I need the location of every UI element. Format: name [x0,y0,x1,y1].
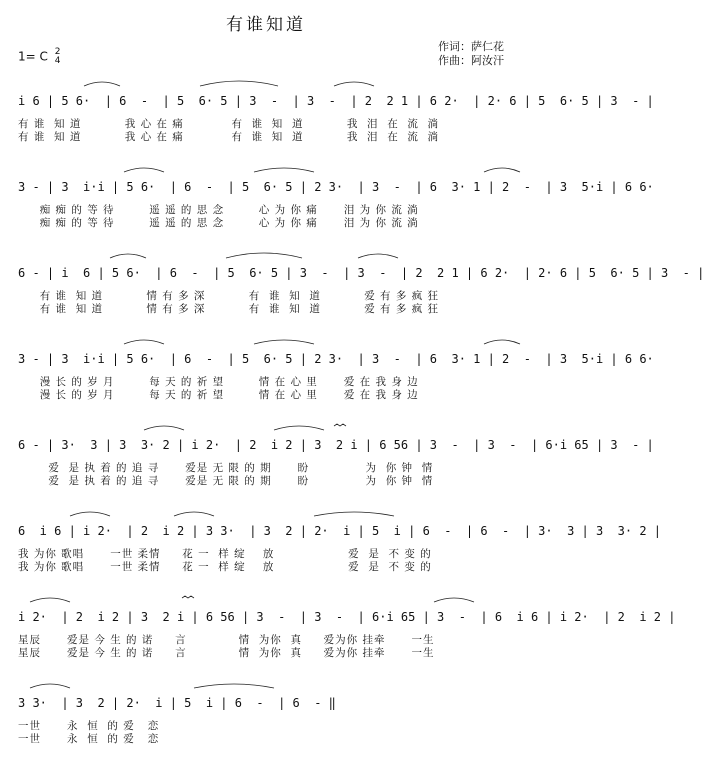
lyric-verse-2: 有 谁 知 道 我 心 在 痛 有 谁 知 道 我 泪 在 流 淌 [18,131,440,143]
lyric-verse-1: 痴 痴 的 等 待 遥 遥 的 思 念 心 为 你 痛 泪 为 你 流 淌 [18,204,419,216]
song-title: 有谁知道 [226,15,306,35]
score-system-2 [14,172,654,242]
slur-marks [14,422,520,432]
lyricist-credit: 作词：萨仁花 [438,40,504,53]
time-numerator: 2 [54,47,61,57]
lyric-verse-1: 爱 是 执 着 的 追 寻 爱是 无 限 的 期 盼 为 你 钟 情 [18,462,434,474]
slur-marks [14,508,520,518]
notation-text: 3 - | 3 i·i | 5 6· | 6 - | 5 6· 5 | 2 3· | 3 - | 6 3· 1 | 2 - | 3 5·i | 6 6· [18,180,654,194]
lyric-verse-1: 星辰 爱是 今 生 的 诺 言 情 为你 真 爱为你 挂牵 一生 [18,634,435,646]
lyric-verse-2: 漫 长 的 岁 月 每 天 的 祈 望 情 在 心 里 爱 在 我 身 边 [18,389,419,401]
score-system-5 [14,430,654,500]
score-system-8 [14,688,520,758]
score-system-4 [14,344,654,414]
notation-line [14,688,520,714]
time-denominator: 4 [54,56,61,66]
notation-line [14,86,654,112]
score-system-7 [14,602,676,672]
lyric-verse-2: 有 谁 知 道 情 有 多 深 有 谁 知 道 爱 有 多 疯 狂 [18,303,440,315]
lyric-verse-1: 漫 长 的 岁 月 每 天 的 祈 望 情 在 心 里 爱 在 我 身 边 [18,376,419,388]
score-system-3 [14,258,704,328]
slur-marks [14,680,520,690]
notation-text: 6 - | 3· 3 | 3 3· 2 | i 2· | 2 i 2 | 3 2 i | 6 56 | 3 - | 3 - | 6·i 65 | 3 - | [18,438,654,452]
credits [438,40,504,68]
slur-marks [14,250,520,260]
lyric-verse-2: 爱 是 执 着 的 追 寻 爱是 无 限 的 期 盼 为 你 钟 情 [18,475,434,487]
notation-text: i 2· | 2 i 2 | 3 2 i | 6 56 | 3 - | 3 - | 6·i 65 | 3 - | 6 i 6 | i 2· | 2 i 2 | [18,610,676,624]
lyric-verse-2: 我 为你 歌唱 一世 柔情 花 一 样 绽 放 爱 是 不 变 的 [18,561,432,573]
key-label: 1= C [18,49,48,64]
notation-line [14,516,661,542]
lyric-verse-1: 有 谁 知 道 情 有 多 深 有 谁 知 道 爱 有 多 疯 狂 [18,290,440,302]
score-system-6 [14,516,661,586]
composer-credit: 作曲：阿汝汗 [438,54,504,67]
notation-text: 3 3· | 3 2 | 2· i | 5 i | 6 - | 6 - ‖ [18,696,336,710]
notation-text: i 6 | 5 6· | 6 - | 5 6· 5 | 3 - | 3 - | 2 2 1 | 6 2· | 2· 6 | 5 6· 5 | 3 - | [18,94,654,108]
notation-line [14,430,654,456]
lyric-verse-2: 星辰 爱是 今 生 的 诺 言 情 为你 真 爱为你 挂牵 一生 [18,647,435,659]
lyric-verse-1: 有 谁 知 道 我 心 在 痛 有 谁 知 道 我 泪 在 流 淌 [18,118,440,130]
lyric-verse-1: 一世 永 恒 的 爱 恋 [18,720,160,732]
score-system-1 [14,86,654,156]
slur-marks [14,164,520,174]
notation-text: 6 - | i 6 | 5 6· | 6 - | 5 6· 5 | 3 - | 3 - | 2 2 1 | 6 2· | 2· 6 | 5 6· 5 | 3 - | [18,266,704,280]
notation-line [14,344,654,370]
slur-marks [14,336,520,346]
key-signature [18,48,60,66]
slur-marks [14,78,520,88]
slur-marks [14,594,520,604]
notation-text: 6 i 6 | i 2· | 2 i 2 | 3 3· | 3 2 | 2· i | 5 i | 6 - | 6 - | 3· 3 | 3 3· 2 | [18,524,661,538]
notation-text: 3 - | 3 i·i | 5 6· | 6 - | 5 6· 5 | 2 3· | 3 - | 6 3· 1 | 2 - | 3 5·i | 6 6· [18,352,654,366]
time-signature [55,48,61,66]
notation-line [14,602,676,628]
lyric-verse-1: 我 为你 歌唱 一世 柔情 花 一 样 绽 放 爱 是 不 变 的 [18,548,432,560]
lyric-verse-2: 一世 永 恒 的 爱 恋 [18,733,160,745]
notation-line [14,258,704,284]
notation-line [14,172,654,198]
lyric-verse-2: 痴 痴 的 等 待 遥 遥 的 思 念 心 为 你 痛 泪 为 你 流 淌 [18,217,419,229]
